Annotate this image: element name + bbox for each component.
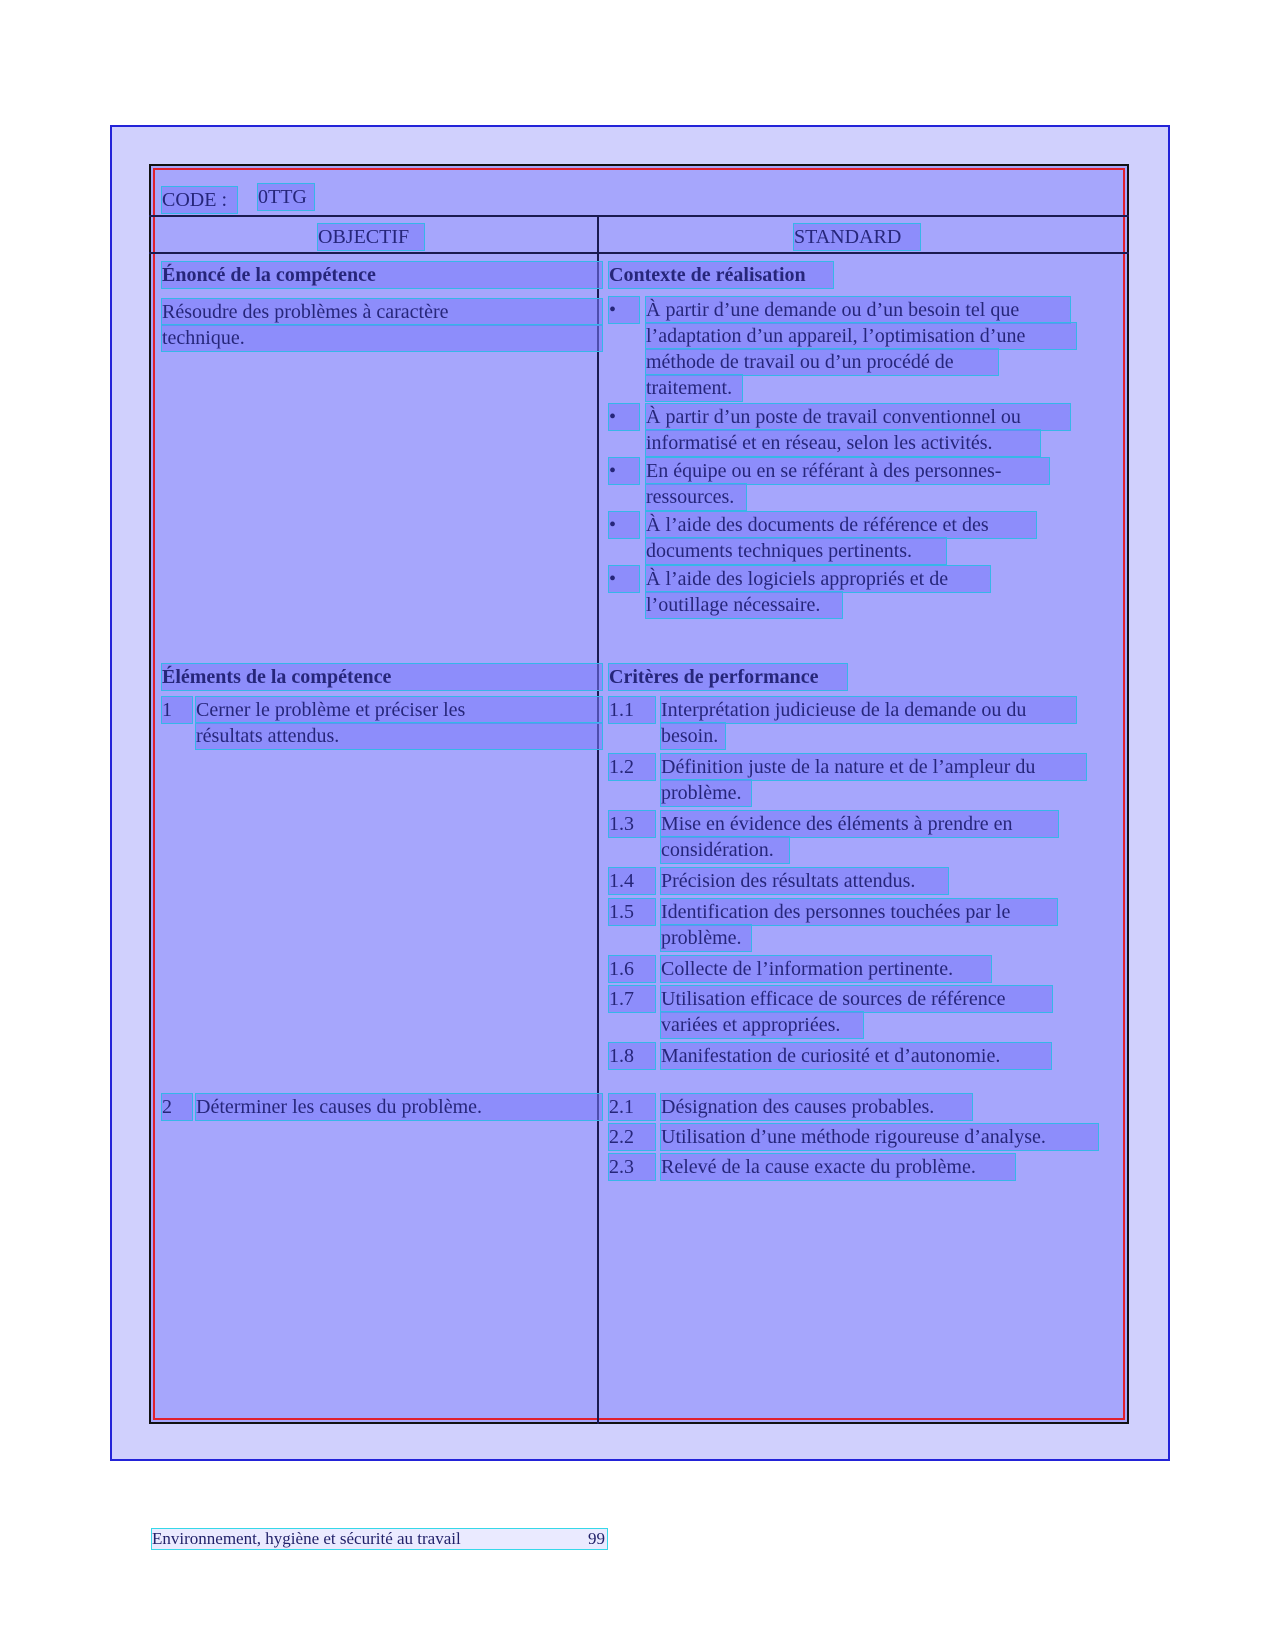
context-line: informatisé et en réseau, selon les activités. [646,430,1040,456]
divider [149,252,1129,254]
bullet-icon: • [609,512,639,538]
context-line: méthode de travail ou d’un procédé de [646,349,998,375]
context-line: traitement. [646,375,742,401]
criterion-line: Interprétation judicieuse de la demande ou du [661,697,1076,723]
bullet-icon: • [609,566,639,592]
enonce-title: Énoncé de la compétence [162,262,602,288]
criterion-number: 1.8 [609,1043,655,1069]
criterion-line: Relevé de la cause exacte du problème. [661,1154,1015,1180]
criterion-number: 1.4 [609,868,655,894]
criterion-line: Collecte de l’information pertinente. [661,956,991,982]
criterion-number: 2.2 [609,1124,655,1150]
criteria-title: Critères de performance [609,664,847,690]
element-line: Déterminer les causes du problème. [196,1094,602,1120]
code-value: 0TTG [258,184,314,210]
criterion-line: Désignation des causes probables. [661,1094,972,1120]
bullet-icon: • [609,458,639,484]
column-header-objectif: OBJECTIF [318,224,424,250]
page-number: 99 [588,1529,605,1548]
divider [149,215,1129,217]
context-line: En équipe ou en se référant à des personnes- [646,458,1049,484]
context-line: À partir d’un poste de travail conventionnel ou [646,404,1070,430]
context-line: À partir d’une demande ou d’un besoin tel que [646,297,1070,323]
criterion-number: 1.7 [609,986,655,1012]
context-line: documents techniques pertinents. [646,538,946,564]
footer-title: Environnement, hygiène et sécurité au travail [152,1529,461,1548]
criterion-number: 1.2 [609,754,655,780]
column-header-standard: STANDARD [794,224,920,250]
criterion-line: besoin. [661,723,725,749]
context-line: l’adaptation d’un appareil, l’optimisation d’une [646,323,1076,349]
criterion-number: 1.5 [609,899,655,925]
element-line: Cerner le problème et préciser les [196,697,602,723]
context-line: À l’aide des logiciels appropriés et de [646,566,990,592]
bullet-icon: • [609,297,639,323]
criterion-line: Identification des personnes touchées par le [661,899,1057,925]
criterion-line: Utilisation d’une méthode rigoureuse d’analyse. [661,1124,1098,1150]
element-number: 2 [162,1094,192,1120]
criterion-line: Utilisation efficace de sources de référence [661,986,1052,1012]
context-line: l’outillage nécessaire. [646,592,842,618]
criterion-line: variées et appropriées. [661,1012,863,1038]
code-label: CODE : [162,187,237,213]
criterion-number: 2.1 [609,1094,655,1120]
criterion-line: Définition juste de la nature et de l’ampleur du [661,754,1086,780]
context-title: Contexte de réalisation [609,262,833,288]
elements-title: Éléments de la compétence [162,664,602,690]
element-line: résultats attendus. [196,723,602,749]
enonce-line: Résoudre des problèmes à caractère [162,299,602,325]
bullet-icon: • [609,404,639,430]
criterion-line: Précision des résultats attendus. [661,868,948,894]
criterion-number: 1.1 [609,697,655,723]
context-line: À l’aide des documents de référence et des [646,512,1036,538]
page-footer [151,1528,608,1550]
criterion-line: Manifestation de curiosité et d’autonomie. [661,1043,1051,1069]
criterion-line: problème. [661,780,751,806]
criterion-number: 2.3 [609,1154,655,1180]
enonce-line: technique. [162,325,602,351]
criterion-number: 1.6 [609,956,655,982]
criterion-line: Mise en évidence des éléments à prendre en [661,811,1058,837]
criterion-line: problème. [661,925,751,951]
criterion-line: considération. [661,837,789,863]
criterion-number: 1.3 [609,811,655,837]
context-line: ressources. [646,484,746,510]
column-divider [597,217,599,1424]
element-number: 1 [162,697,192,723]
